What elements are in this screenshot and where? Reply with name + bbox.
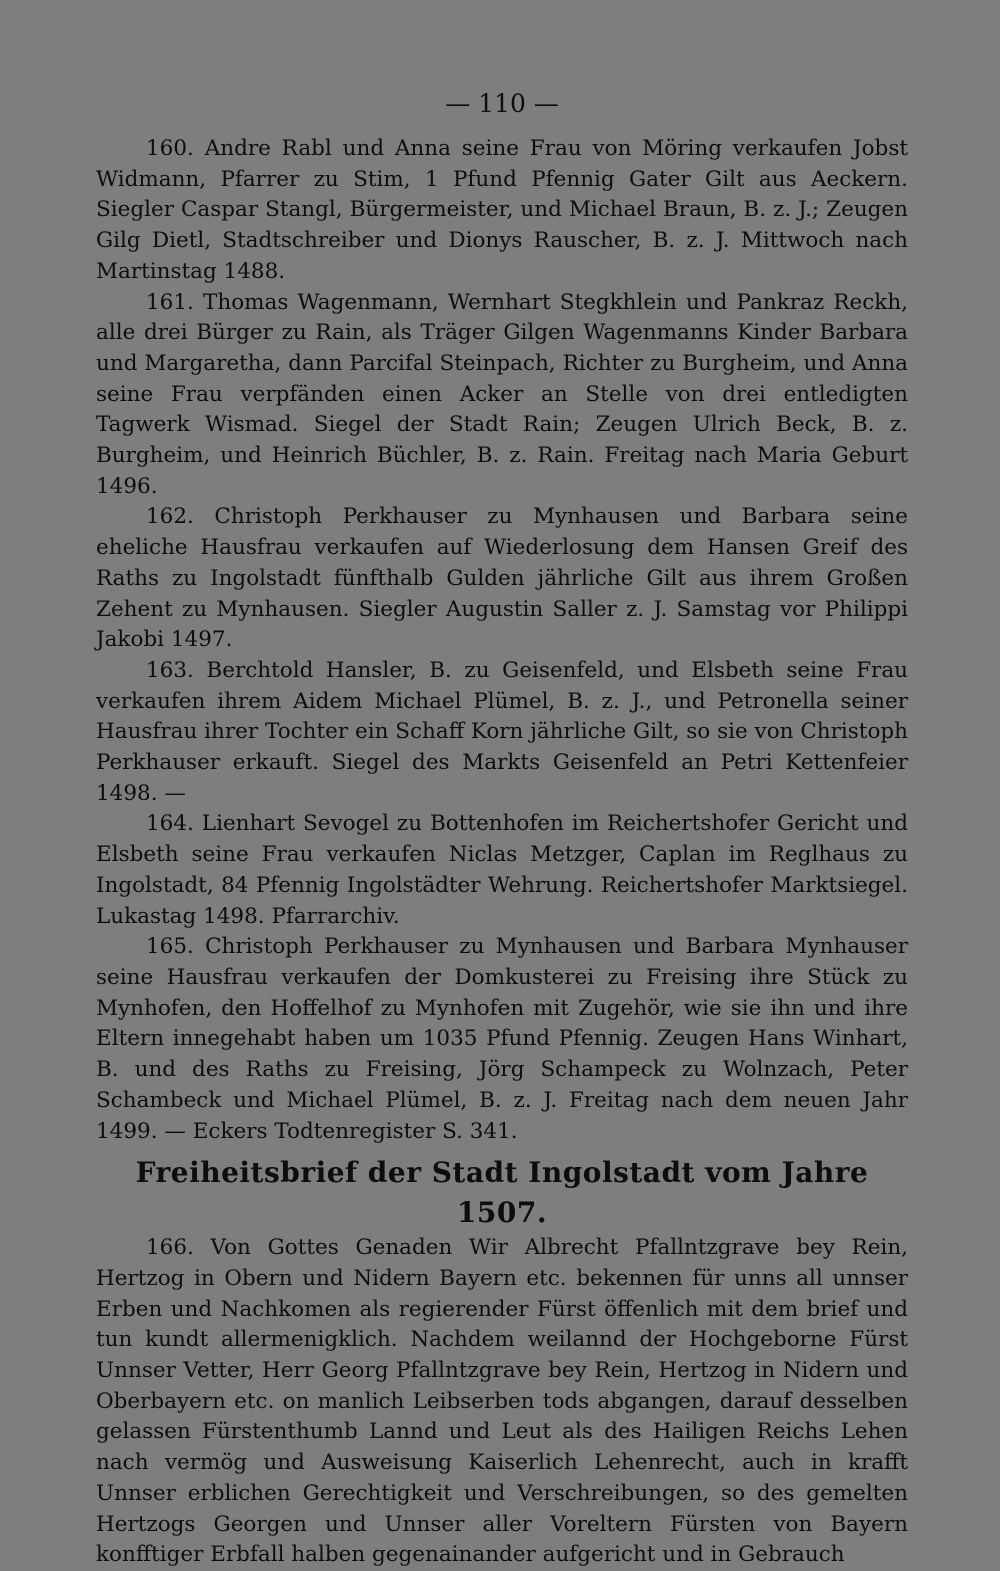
entry-166: 166. Von Gottes Genaden Wir Albrecht Pfallntzgrave bey Rein, Hertzog in Obern und Nidern Bayern etc. bekennen für unns all unnser Erben und Nachkomen als regierender Fürst öffenlich mit dem brief und tun kundt allermenigklich. Nachdem weilannd der Hochgeborne Fürst Unnser Vetter, Herr Georg Pfallntzgrave bey Rein, Hertzog in Nidern und Oberbayern etc. on manlich Leibserben tods abgangen, darauf desselben gelassen Fürstenthumb Lannd und Leut als des Hailigen Reichs Lehen nach vermög und Ausweisung Kaiserlich Lehenrecht, auch in krafft Unnser erblichen Gerechtigkeit und Verschreibungen, so des gemelten Hertzogs Georgen und Unnser aller Voreltern Fürsten von Bayern konfftiger Erbfall halben gegenainander aufgericht und in Gebrauch [96, 1235, 908, 1568]
entry-161: 161. Thomas Wagenmann, Wernhart Stegkhlein und Pankraz Reckh, alle drei Bürger zu Rain, als Träger Gilgen Wagenmanns Kinder Barbara und Margaretha, dann Parcifal Steinpach, Richter zu Burgheim, und Anna seine Frau verpfänden einen Acker an Stelle von drei entledigten Tagwerk Wismad. Siegel der Stadt Rain; Zeugen Ulrich Beck, B. z. Burgheim, und Heinrich Büchler, B. z. Rain. Freitag nach Maria Geburt 1496. [96, 289, 908, 499]
section-heading: Freiheitsbrief der Stadt Ingolstadt vom Jahre 1507. [135, 1156, 869, 1230]
entry-164: 164. Lienhart Sevogel zu Bottenhofen im Reichertshofer Gericht und Elsbeth seine Frau verkaufen Niclas Metzger, Caplan im Reglhaus zu Ingolstadt, 84 Pfennig Ingolstädter Wehrung. Reichertshofer Marktsiegel. Lukastag 1498. Pfarrarchiv. [96, 811, 908, 929]
page-number: — 110 — [445, 89, 559, 118]
document-page [96, 84, 908, 1571]
entry-162: 162. Christoph Perkhauser zu Mynhausen und Barbara seine eheliche Hausfrau verkaufen auf Wiederlosung dem Hansen Greif des Raths zu Ingolstadt fünfthalb Gulden jährliche Gilt aus ihrem Großen Zehent zu Mynhausen. Siegler Augustin Saller z. J. Samstag vor Philippi Jakobi 1497. [96, 504, 908, 653]
entry-160: 160. Andre Rabl und Anna seine Frau von Möring verkaufen Jobst Widmann, Pfarrer zu Stim, 1 Pfund Pfennig Gater Gilt aus Aeckern. Siegler Caspar Stangl, Bürgermeister, und Michael Braun, B. z. J.; Zeugen Gilg Dietl, Stadtschreiber und Dionys Rauscher, B. z. J. Mittwoch nach Martinstag 1488. [96, 136, 908, 284]
entry-165: 165. Christoph Perkhauser zu Mynhausen und Barbara Mynhauser seine Hausfrau verkaufen der Domkusterei zu Freising ihre Stück zu Mynhofen, den Hoffelhof zu Mynhofen mit Zugehör, wie sie ihn und ihre Eltern innegehabt haben um 1035 Pfund Pfennig. Zeugen Hans Winhart, B. und des Raths zu Freising, Jörg Schampeck zu Wolnzach, Peter Schambeck und Michael Plümel, B. z. J. Freitag nach dem neuen Jahr 1499. — Eckers Todtenregister S. 341. [96, 934, 908, 1144]
entry-163: 163. Berchtold Hansler, B. zu Geisenfeld, und Elsbeth seine Frau verkaufen ihrem Aidem Michael Plümel, B. z. J., und Petronella seiner Hausfrau ihrer Tochter ein Schaff Korn jährliche Gilt, so sie von Christoph Perkhauser erkauft. Siegel des Markts Geisenfeld an Petri Kettenfeier 1498. — [96, 657, 908, 806]
